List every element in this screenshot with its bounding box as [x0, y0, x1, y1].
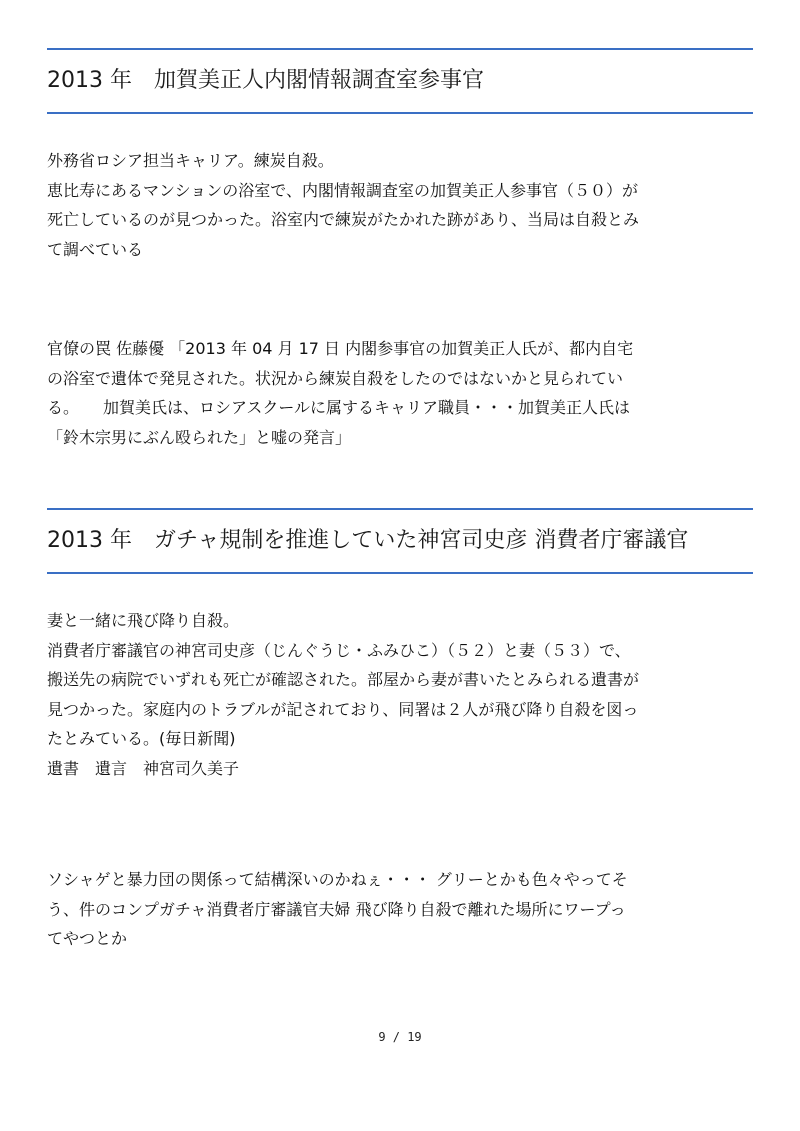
paragraph	[47, 146, 757, 264]
text-line: てやつとか	[47, 929, 128, 948]
text-line: 消費者庁審議官の神宮司史彦（じんぐうじ・ふみひこ）（５２）と妻（５３）で、	[47, 640, 631, 660]
text-line: の浴室で遺体で発見された。状況から練炭自殺をしたのではないかと見られてい	[47, 368, 624, 388]
text-line: 死亡しているのが見つかった。浴室内で練炭がたかれた跡があり、当局は自殺とみ	[47, 210, 640, 229]
text-line: 外務省ロシア担当キャリア。練炭自殺。	[47, 151, 334, 170]
text-line: たとみている。(毎日新聞)	[47, 729, 236, 748]
section-title: 2013 年 ガチャ規制を推進していた神宮司史彦 消費者庁審議官	[47, 528, 689, 553]
text-line: 見つかった。家庭内のトラブルが記されており、同署は２人が飛び降り自殺を図っ	[47, 699, 639, 719]
section-heading	[47, 48, 753, 114]
section-heading	[47, 508, 753, 574]
text-line: て調べている	[47, 239, 144, 259]
text-line: 官僚の罠 佐藤優 「2013 年 04 月 17 日 内閣参事官の加賀美正人氏が、都内自宅	[47, 339, 634, 358]
paragraph	[47, 334, 757, 452]
text-line: う、件のコンプガチャ消費者庁審議官夫婦 飛び降り自殺で離れた場所にワープっ	[47, 899, 626, 919]
paragraph	[47, 865, 757, 954]
paragraph	[47, 606, 757, 783]
text-line: 遺書 遺言 神宮司久美子	[47, 758, 240, 778]
text-line: る。 加賀美氏は、ロシアスクールに属するキャリア職員・・・加賀美正人氏は	[47, 398, 631, 417]
text-line: 「鈴木宗男にぶん殴られた」と嘘の発言」	[47, 427, 352, 447]
text-line: 搬送先の病院でいずれも死亡が確認された。部屋から妻が書いたとみられる遺書が	[47, 670, 640, 689]
text-line: 妻と一緒に飛び降り自殺。	[47, 611, 240, 630]
page-number: 9 / 19	[378, 1030, 422, 1044]
text-line: 恵比寿にあるマンションの浴室で、内閣情報調査室の加賀美正人参事官（５０）が	[47, 180, 638, 200]
section-title: 2013 年 加賀美正人内閣情報調査室参事官	[47, 68, 484, 93]
text-line: ソシャゲと暴力団の関係って結構深いのかねぇ・・・ グリーとかも色々やってそ	[47, 870, 628, 889]
